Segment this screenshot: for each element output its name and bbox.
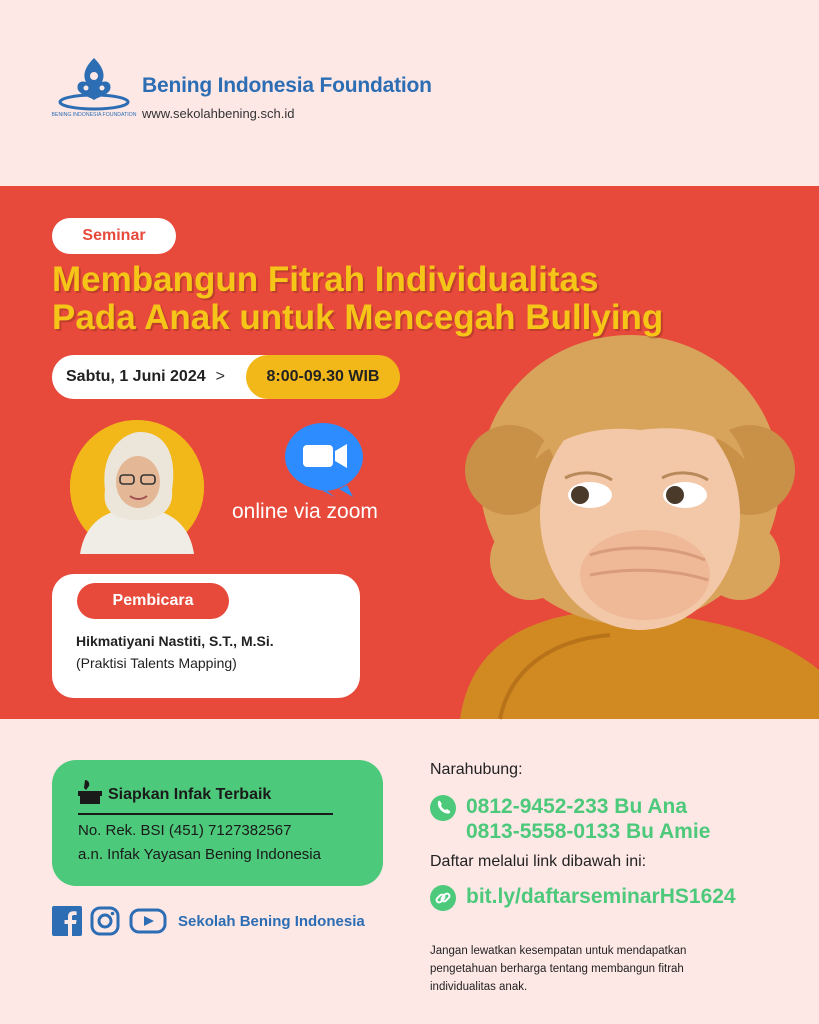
speaker-photo [70, 420, 204, 554]
foundation-logo [51, 52, 137, 124]
event-title [52, 261, 663, 337]
social-account-name[interactable]: Sekolah Bening Indonesia [178, 913, 365, 930]
whatsapp-phone-icon [430, 795, 456, 821]
event-title-line2: Pada Anak untuk Mencegah Bullying [52, 298, 664, 337]
seminar-tag: Seminar [52, 218, 176, 254]
facebook-icon[interactable] [52, 906, 82, 936]
donation-divider [78, 813, 333, 815]
website-url[interactable]: www.sekolahbening.sch.id [142, 106, 295, 121]
event-date-text: Sabtu, 1 Juni 2024 [66, 368, 206, 385]
footnote-text: Jangan lewatkan kesempatan untuk mendapatkan pengetahuan berharga tentang membangun fitrah individualitas anak. [430, 945, 687, 993]
donation-account-name: a.n. Infak Yayasan Bening Indonesia [78, 846, 321, 863]
donation-account: No. Rek. BSI (451) 7127382567 [78, 822, 292, 839]
contact-label: Narahubung: [430, 761, 523, 778]
zoom-icon [283, 421, 369, 499]
registration-link[interactable]: bit.ly/daftarseminarHS1624 [466, 885, 736, 908]
organization-name: Bening Indonesia Foundation [142, 74, 432, 97]
speaker-name: Hikmatiyani Nastiti, S.T., M.Si. [76, 633, 274, 649]
child-photo [440, 330, 819, 719]
contact-phone-2[interactable]: 0813-5558-0133 Bu Amie [466, 820, 711, 843]
instagram-icon[interactable] [90, 906, 120, 936]
contact-phone-1[interactable]: 0812-9452-233 Bu Ana [466, 795, 688, 818]
donation-box-icon [76, 778, 104, 806]
youtube-icon[interactable] [129, 906, 167, 936]
logo-text: BENING INDONESIA FOUNDATION [51, 112, 137, 118]
event-title-line1: Membangun Fitrah Individualitas [52, 260, 599, 299]
chevron-right-icon: > [215, 368, 225, 385]
speaker-label: Pembicara [77, 583, 229, 619]
speaker-role: (Praktisi Talents Mapping) [76, 655, 237, 671]
donation-title: Siapkan Infak Terbaik [108, 786, 272, 803]
register-label: Daftar melalui link dibawah ini: [430, 853, 647, 870]
link-icon [430, 885, 456, 911]
event-time: 8:00-09.30 WIB [246, 355, 400, 399]
platform-text: online via zoom [232, 500, 378, 523]
